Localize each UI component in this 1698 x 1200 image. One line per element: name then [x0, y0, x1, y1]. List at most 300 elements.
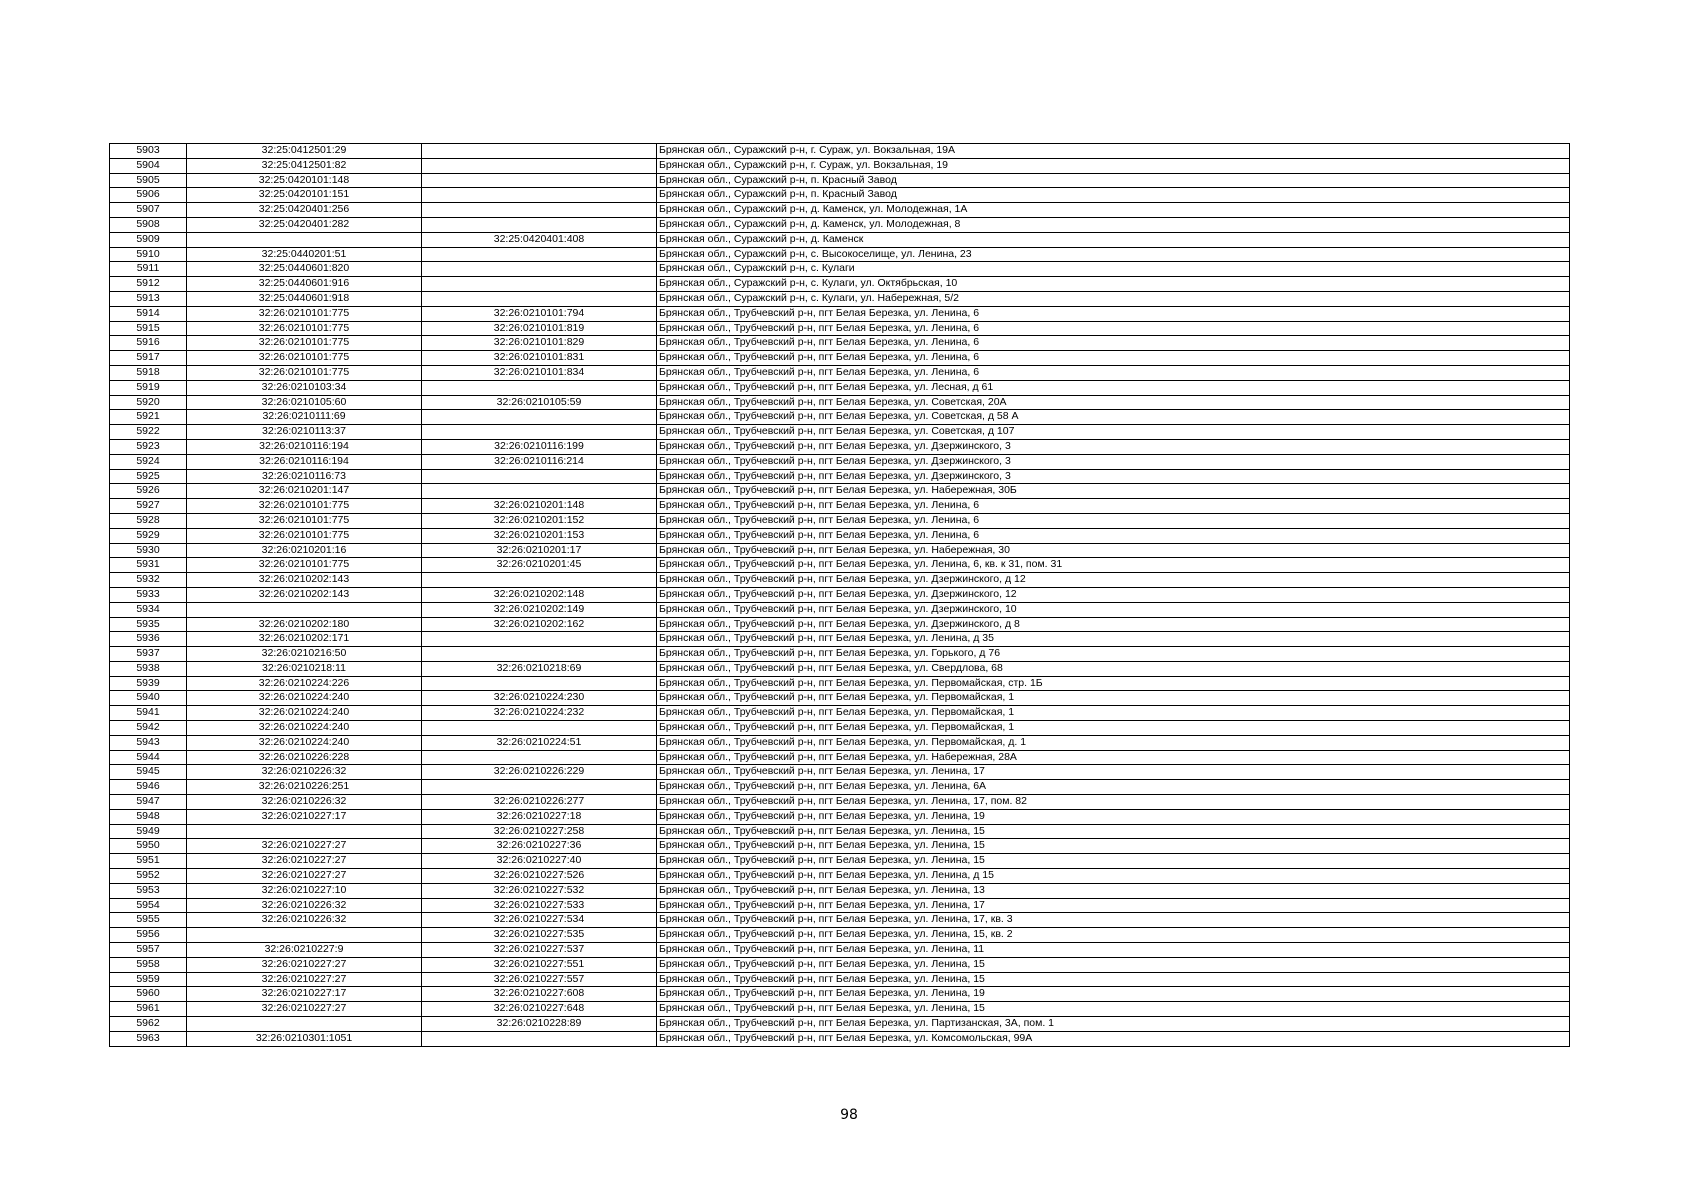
object-number-cell — [422, 247, 657, 262]
cadastral-number-cell: 32:26:0210226:32 — [187, 765, 422, 780]
object-number-cell: 32:26:0210228:89 — [422, 1017, 657, 1032]
table-row — [110, 750, 1570, 765]
row-number-cell: 5958 — [110, 957, 187, 972]
table-row — [110, 928, 1570, 943]
cadastral-number-cell: 32:26:0210224:240 — [187, 706, 422, 721]
cadastral-number-cell: 32:26:0210116:73 — [187, 469, 422, 484]
row-number-cell: 5948 — [110, 809, 187, 824]
table-row — [110, 647, 1570, 662]
address-cell: Брянская обл., Трубчевский р-н, пгт Белая Березка, ул. Ленина, 17, пом. 82 — [657, 795, 1570, 810]
object-number-cell — [422, 144, 657, 159]
cadastral-number-cell: 32:26:0210226:251 — [187, 780, 422, 795]
table-row — [110, 321, 1570, 336]
object-number-cell: 32:26:0210105:59 — [422, 395, 657, 410]
table-row — [110, 676, 1570, 691]
object-number-cell: 32:26:0210116:214 — [422, 454, 657, 469]
row-number-cell: 5953 — [110, 883, 187, 898]
cadastral-number-cell — [187, 824, 422, 839]
cadastral-number-cell: 32:26:0210101:775 — [187, 513, 422, 528]
table-row — [110, 824, 1570, 839]
row-number-cell: 5954 — [110, 898, 187, 913]
cadastral-number-cell: 32:26:0210227:9 — [187, 943, 422, 958]
address-cell: Брянская обл., Трубчевский р-н, пгт Белая Березка, ул. Ленина, 15 — [657, 1002, 1570, 1017]
table-row — [110, 898, 1570, 913]
table-row — [110, 854, 1570, 869]
cadastral-number-cell: 32:25:0412501:82 — [187, 158, 422, 173]
row-number-cell: 5929 — [110, 528, 187, 543]
row-number-cell: 5916 — [110, 336, 187, 351]
object-number-cell: 32:26:0210224:51 — [422, 735, 657, 750]
object-number-cell: 32:26:0210201:152 — [422, 513, 657, 528]
row-number-cell: 5926 — [110, 484, 187, 499]
row-number-cell: 5909 — [110, 232, 187, 247]
object-number-cell — [422, 410, 657, 425]
object-number-cell — [422, 262, 657, 277]
cadastral-number-cell: 32:25:0440201:51 — [187, 247, 422, 262]
address-cell: Брянская обл., Трубчевский р-н, пгт Белая Березка, ул. Набережная, 30 — [657, 543, 1570, 558]
address-cell: Брянская обл., Трубчевский р-н, пгт Белая Березка, ул. Ленина, 6 — [657, 321, 1570, 336]
row-number-cell: 5945 — [110, 765, 187, 780]
table-row — [110, 839, 1570, 854]
object-number-cell: 32:26:0210227:532 — [422, 883, 657, 898]
address-cell: Брянская обл., Трубчевский р-н, пгт Белая Березка, ул. Ленина, 15 — [657, 839, 1570, 854]
address-cell: Брянская обл., Трубчевский р-н, пгт Белая Березка, ул. Ленина, 6 — [657, 336, 1570, 351]
object-number-cell: 32:26:0210227:18 — [422, 809, 657, 824]
row-number-cell: 5911 — [110, 262, 187, 277]
object-number-cell — [422, 217, 657, 232]
row-number-cell: 5905 — [110, 173, 187, 188]
object-number-cell: 32:26:0210201:148 — [422, 499, 657, 514]
cadastral-number-cell: 32:26:0210226:32 — [187, 913, 422, 928]
object-number-cell: 32:26:0210227:648 — [422, 1002, 657, 1017]
cadastral-number-cell: 32:26:0210227:27 — [187, 972, 422, 987]
registry-table-body — [110, 144, 1570, 1047]
row-number-cell: 5947 — [110, 795, 187, 810]
address-cell: Брянская обл., Трубчевский р-н, пгт Белая Березка, ул. Ленина, д 15 — [657, 869, 1570, 884]
address-cell: Брянская обл., Трубчевский р-н, пгт Белая Березка, ул. Дзержинского, 3 — [657, 469, 1570, 484]
table-row — [110, 943, 1570, 958]
cadastral-number-cell: 32:25:0420101:148 — [187, 173, 422, 188]
row-number-cell: 5949 — [110, 824, 187, 839]
row-number-cell: 5941 — [110, 706, 187, 721]
row-number-cell: 5957 — [110, 943, 187, 958]
row-number-cell: 5950 — [110, 839, 187, 854]
cadastral-number-cell: 32:26:0210101:775 — [187, 558, 422, 573]
table-row — [110, 780, 1570, 795]
address-cell: Брянская обл., Трубчевский р-н, пгт Белая Березка, ул. Дзержинского, 3 — [657, 439, 1570, 454]
object-number-cell: 32:26:0210227:526 — [422, 869, 657, 884]
cadastral-number-cell: 32:26:0210101:775 — [187, 365, 422, 380]
address-cell: Брянская обл., Суражский р-н, с. Кулаги, ул. Набережная, 5/2 — [657, 291, 1570, 306]
cadastral-number-cell: 32:26:0210216:50 — [187, 647, 422, 662]
table-row — [110, 425, 1570, 440]
row-number-cell: 5915 — [110, 321, 187, 336]
object-number-cell: 32:26:0210101:829 — [422, 336, 657, 351]
row-number-cell: 5956 — [110, 928, 187, 943]
address-cell: Брянская обл., Трубчевский р-н, пгт Белая Березка, ул. Первомайская, 1 — [657, 721, 1570, 736]
table-row — [110, 795, 1570, 810]
cadastral-number-cell: 32:26:0210224:240 — [187, 691, 422, 706]
row-number-cell: 5912 — [110, 277, 187, 292]
table-row — [110, 277, 1570, 292]
cadastral-number-cell: 32:26:0210226:228 — [187, 750, 422, 765]
row-number-cell: 5917 — [110, 351, 187, 366]
table-row — [110, 499, 1570, 514]
address-cell: Брянская обл., Трубчевский р-н, пгт Белая Березка, ул. Ленина, д 35 — [657, 632, 1570, 647]
cadastral-number-cell: 32:26:0210113:37 — [187, 425, 422, 440]
cadastral-number-cell: 32:26:0210101:775 — [187, 351, 422, 366]
cadastral-number-cell — [187, 232, 422, 247]
address-cell: Брянская обл., Трубчевский р-н, пгт Белая Березка, ул. Ленина, 17, кв. 3 — [657, 913, 1570, 928]
address-cell: Брянская обл., Суражский р-н, п. Красный Завод — [657, 188, 1570, 203]
table-row — [110, 158, 1570, 173]
address-cell: Брянская обл., Трубчевский р-н, пгт Белая Березка, ул. Ленина, 19 — [657, 987, 1570, 1002]
address-cell: Брянская обл., Трубчевский р-н, пгт Белая Березка, ул. Первомайская, стр. 1Б — [657, 676, 1570, 691]
table-row — [110, 883, 1570, 898]
cadastral-number-cell: 32:26:0210101:775 — [187, 336, 422, 351]
table-row — [110, 262, 1570, 277]
table-row — [110, 528, 1570, 543]
table-row — [110, 735, 1570, 750]
address-cell: Брянская обл., Трубчевский р-н, пгт Белая Березка, ул. Лесная, д 61 — [657, 380, 1570, 395]
cadastral-number-cell: 32:26:0210111:69 — [187, 410, 422, 425]
row-number-cell: 5921 — [110, 410, 187, 425]
address-cell: Брянская обл., Суражский р-н, с. Высокоселище, ул. Ленина, 23 — [657, 247, 1570, 262]
table-row — [110, 173, 1570, 188]
object-number-cell: 32:26:0210227:551 — [422, 957, 657, 972]
address-cell: Брянская обл., Трубчевский р-н, пгт Белая Березка, ул. Ленина, 6 — [657, 351, 1570, 366]
cadastral-number-cell: 32:26:0210301:1051 — [187, 1031, 422, 1046]
address-cell: Брянская обл., Суражский р-н, п. Красный Завод — [657, 173, 1570, 188]
object-number-cell: 32:26:0210227:533 — [422, 898, 657, 913]
cadastral-number-cell: 32:26:0210101:775 — [187, 306, 422, 321]
object-number-cell: 32:26:0210227:258 — [422, 824, 657, 839]
address-cell: Брянская обл., Трубчевский р-н, пгт Белая Березка, ул. Набережная, 30Б — [657, 484, 1570, 499]
table-row — [110, 558, 1570, 573]
cadastral-number-cell: 32:26:0210224:240 — [187, 735, 422, 750]
row-number-cell: 5936 — [110, 632, 187, 647]
address-cell: Брянская обл., Трубчевский р-н, пгт Белая Березка, ул. Ленина, 17 — [657, 898, 1570, 913]
cadastral-number-cell: 32:26:0210105:60 — [187, 395, 422, 410]
cadastral-number-cell: 32:26:0210226:32 — [187, 795, 422, 810]
object-number-cell — [422, 425, 657, 440]
table-row — [110, 617, 1570, 632]
table-row — [110, 1002, 1570, 1017]
page-number: 98 — [840, 1107, 858, 1123]
row-number-cell: 5933 — [110, 587, 187, 602]
address-cell: Брянская обл., Трубчевский р-н, пгт Белая Березка, ул. Набережная, 28А — [657, 750, 1570, 765]
table-row — [110, 454, 1570, 469]
cadastral-number-cell: 32:26:0210101:775 — [187, 528, 422, 543]
object-number-cell — [422, 203, 657, 218]
cadastral-number-cell: 32:26:0210227:17 — [187, 809, 422, 824]
address-cell: Брянская обл., Суражский р-н, д. Каменск, ул. Молодежная, 1А — [657, 203, 1570, 218]
address-cell: Брянская обл., Трубчевский р-н, пгт Белая Березка, ул. Ленина, 13 — [657, 883, 1570, 898]
table-row — [110, 217, 1570, 232]
table-row — [110, 395, 1570, 410]
cadastral-number-cell: 32:25:0440601:916 — [187, 277, 422, 292]
address-cell: Брянская обл., Суражский р-н, г. Сураж, ул. Вокзальная, 19А — [657, 144, 1570, 159]
row-number-cell: 5944 — [110, 750, 187, 765]
table-row — [110, 291, 1570, 306]
cadastral-number-cell: 32:26:0210202:143 — [187, 573, 422, 588]
row-number-cell: 5961 — [110, 1002, 187, 1017]
row-number-cell: 5907 — [110, 203, 187, 218]
row-number-cell: 5943 — [110, 735, 187, 750]
cadastral-number-cell: 32:26:0210227:27 — [187, 869, 422, 884]
cadastral-number-cell: 32:25:0440601:820 — [187, 262, 422, 277]
object-number-cell: 32:26:0210201:17 — [422, 543, 657, 558]
object-number-cell: 32:26:0210226:277 — [422, 795, 657, 810]
row-number-cell: 5960 — [110, 987, 187, 1002]
object-number-cell — [422, 1031, 657, 1046]
object-number-cell — [422, 173, 657, 188]
object-number-cell: 32:26:0210224:230 — [422, 691, 657, 706]
row-number-cell: 5959 — [110, 972, 187, 987]
cadastral-number-cell: 32:25:0440601:918 — [187, 291, 422, 306]
object-number-cell — [422, 277, 657, 292]
cadastral-number-cell: 32:26:0210101:775 — [187, 499, 422, 514]
table-row — [110, 809, 1570, 824]
table-row — [110, 543, 1570, 558]
object-number-cell — [422, 573, 657, 588]
object-number-cell: 32:26:0210227:534 — [422, 913, 657, 928]
address-cell: Брянская обл., Трубчевский р-н, пгт Белая Березка, ул. Советская, д 107 — [657, 425, 1570, 440]
table-row — [110, 188, 1570, 203]
table-row — [110, 484, 1570, 499]
table-row — [110, 144, 1570, 159]
address-cell: Брянская обл., Трубчевский р-н, пгт Белая Березка, ул. Ленина, 19 — [657, 809, 1570, 824]
object-number-cell: 32:26:0210101:794 — [422, 306, 657, 321]
object-number-cell: 32:26:0210224:232 — [422, 706, 657, 721]
address-cell: Брянская обл., Трубчевский р-н, пгт Белая Березка, ул. Ленина, 6 — [657, 365, 1570, 380]
object-number-cell: 32:26:0210227:608 — [422, 987, 657, 1002]
address-cell: Брянская обл., Суражский р-н, г. Сураж, ул. Вокзальная, 19 — [657, 158, 1570, 173]
object-number-cell: 32:26:0210227:40 — [422, 854, 657, 869]
table-row — [110, 661, 1570, 676]
table-row — [110, 602, 1570, 617]
object-number-cell — [422, 188, 657, 203]
address-cell: Брянская обл., Трубчевский р-н, пгт Белая Березка, ул. Ленина, 11 — [657, 943, 1570, 958]
object-number-cell: 32:26:0210101:819 — [422, 321, 657, 336]
table-row — [110, 380, 1570, 395]
cadastral-number-cell: 32:26:0210201:147 — [187, 484, 422, 499]
row-number-cell: 5924 — [110, 454, 187, 469]
object-number-cell — [422, 158, 657, 173]
cadastral-number-cell: 32:26:0210116:194 — [187, 454, 422, 469]
table-row — [110, 706, 1570, 721]
object-number-cell — [422, 647, 657, 662]
row-number-cell: 5935 — [110, 617, 187, 632]
row-number-cell: 5925 — [110, 469, 187, 484]
table-row — [110, 306, 1570, 321]
row-number-cell: 5951 — [110, 854, 187, 869]
row-number-cell: 5938 — [110, 661, 187, 676]
object-number-cell: 32:26:0210101:834 — [422, 365, 657, 380]
address-cell: Брянская обл., Трубчевский р-н, пгт Белая Березка, ул. Первомайская, д. 1 — [657, 735, 1570, 750]
table-row — [110, 987, 1570, 1002]
table-row — [110, 957, 1570, 972]
address-cell: Брянская обл., Трубчевский р-н, пгт Белая Березка, ул. Первомайская, 1 — [657, 706, 1570, 721]
cadastral-number-cell: 32:25:0420401:256 — [187, 203, 422, 218]
cadastral-number-cell: 32:25:0420101:151 — [187, 188, 422, 203]
address-cell: Брянская обл., Трубчевский р-н, пгт Белая Березка, ул. Дзержинского, д 8 — [657, 617, 1570, 632]
object-number-cell — [422, 484, 657, 499]
cadastral-number-cell: 32:25:0420401:282 — [187, 217, 422, 232]
row-number-cell: 5937 — [110, 647, 187, 662]
row-number-cell: 5962 — [110, 1017, 187, 1032]
table-row — [110, 203, 1570, 218]
table-row — [110, 1017, 1570, 1032]
address-cell: Брянская обл., Суражский р-н, с. Кулаги, ул. Октябрьская, 10 — [657, 277, 1570, 292]
object-number-cell: 32:26:0210226:229 — [422, 765, 657, 780]
address-cell: Брянская обл., Трубчевский р-н, пгт Белая Березка, ул. Ленина, 15 — [657, 824, 1570, 839]
cadastral-number-cell: 32:26:0210226:32 — [187, 898, 422, 913]
object-number-cell — [422, 632, 657, 647]
cadastral-number-cell: 32:26:0210227:27 — [187, 854, 422, 869]
object-number-cell: 32:26:0210201:45 — [422, 558, 657, 573]
address-cell: Брянская обл., Трубчевский р-н, пгт Белая Березка, ул. Советская, 20А — [657, 395, 1570, 410]
cadastral-number-cell: 32:26:0210202:171 — [187, 632, 422, 647]
row-number-cell: 5920 — [110, 395, 187, 410]
address-cell: Брянская обл., Трубчевский р-н, пгт Белая Березка, ул. Ленина, 17 — [657, 765, 1570, 780]
address-cell: Брянская обл., Трубчевский р-н, пгт Белая Березка, ул. Партизанская, 3А, пом. 1 — [657, 1017, 1570, 1032]
table-row — [110, 691, 1570, 706]
table-row — [110, 913, 1570, 928]
cadastral-number-cell: 32:25:0412501:29 — [187, 144, 422, 159]
row-number-cell: 5904 — [110, 158, 187, 173]
cadastral-number-cell: 32:26:0210227:27 — [187, 839, 422, 854]
row-number-cell: 5913 — [110, 291, 187, 306]
cadastral-number-cell: 32:26:0210224:240 — [187, 721, 422, 736]
row-number-cell: 5930 — [110, 543, 187, 558]
cadastral-number-cell: 32:26:0210201:16 — [187, 543, 422, 558]
table-row — [110, 247, 1570, 262]
table-row — [110, 336, 1570, 351]
row-number-cell: 5934 — [110, 602, 187, 617]
address-cell: Брянская обл., Трубчевский р-н, пгт Белая Березка, ул. Первомайская, 1 — [657, 691, 1570, 706]
row-number-cell: 5923 — [110, 439, 187, 454]
object-number-cell: 32:26:0210116:199 — [422, 439, 657, 454]
row-number-cell: 5931 — [110, 558, 187, 573]
address-cell: Брянская обл., Трубчевский р-н, пгт Белая Березка, ул. Горького, д 76 — [657, 647, 1570, 662]
cadastral-number-cell — [187, 928, 422, 943]
object-number-cell: 32:26:0210101:831 — [422, 351, 657, 366]
object-number-cell — [422, 750, 657, 765]
object-number-cell — [422, 291, 657, 306]
table-row — [110, 410, 1570, 425]
cadastral-number-cell — [187, 602, 422, 617]
row-number-cell: 5952 — [110, 869, 187, 884]
object-number-cell — [422, 676, 657, 691]
object-number-cell: 32:26:0210227:557 — [422, 972, 657, 987]
object-number-cell: 32:26:0210201:153 — [422, 528, 657, 543]
address-cell: Брянская обл., Трубчевский р-н, пгт Белая Березка, ул. Советская, д 58 А — [657, 410, 1570, 425]
cadastral-number-cell: 32:26:0210224:226 — [187, 676, 422, 691]
row-number-cell: 5906 — [110, 188, 187, 203]
table-row — [110, 765, 1570, 780]
table-row — [110, 469, 1570, 484]
address-cell: Брянская обл., Суражский р-н, д. Каменск — [657, 232, 1570, 247]
cadastral-number-cell: 32:26:0210227:17 — [187, 987, 422, 1002]
row-number-cell: 5939 — [110, 676, 187, 691]
object-number-cell: 32:26:0210202:149 — [422, 602, 657, 617]
address-cell: Брянская обл., Трубчевский р-н, пгт Белая Березка, ул. Дзержинского, 10 — [657, 602, 1570, 617]
row-number-cell: 5942 — [110, 721, 187, 736]
cadastral-number-cell: 32:26:0210101:775 — [187, 321, 422, 336]
row-number-cell: 5928 — [110, 513, 187, 528]
cadastral-number-cell — [187, 1017, 422, 1032]
object-number-cell: 32:26:0210227:36 — [422, 839, 657, 854]
registry-table — [109, 143, 1570, 1047]
object-number-cell: 32:26:0210202:148 — [422, 587, 657, 602]
row-number-cell: 5908 — [110, 217, 187, 232]
address-cell: Брянская обл., Трубчевский р-н, пгт Белая Березка, ул. Дзержинского, 12 — [657, 587, 1570, 602]
object-number-cell — [422, 380, 657, 395]
address-cell: Брянская обл., Трубчевский р-н, пгт Белая Березка, ул. Ленина, 6 — [657, 499, 1570, 514]
address-cell: Брянская обл., Трубчевский р-н, пгт Белая Березка, ул. Дзержинского, 3 — [657, 454, 1570, 469]
table-row — [110, 587, 1570, 602]
address-cell: Брянская обл., Трубчевский р-н, пгт Белая Березка, ул. Свердлова, 68 — [657, 661, 1570, 676]
object-number-cell: 32:26:0210202:162 — [422, 617, 657, 632]
object-number-cell — [422, 780, 657, 795]
address-cell: Брянская обл., Трубчевский р-н, пгт Белая Березка, ул. Ленина, 6 — [657, 513, 1570, 528]
table-row — [110, 1031, 1570, 1046]
cadastral-number-cell: 32:26:0210218:11 — [187, 661, 422, 676]
cadastral-number-cell: 32:26:0210202:143 — [187, 587, 422, 602]
object-number-cell: 32:26:0210218:69 — [422, 661, 657, 676]
row-number-cell: 5910 — [110, 247, 187, 262]
object-number-cell — [422, 469, 657, 484]
cadastral-number-cell: 32:26:0210227:27 — [187, 1002, 422, 1017]
address-cell: Брянская обл., Трубчевский р-н, пгт Белая Березка, ул. Ленина, 15 — [657, 854, 1570, 869]
row-number-cell: 5922 — [110, 425, 187, 440]
table-row — [110, 632, 1570, 647]
row-number-cell: 5963 — [110, 1031, 187, 1046]
table-row — [110, 513, 1570, 528]
address-cell: Брянская обл., Трубчевский р-н, пгт Белая Березка, ул. Ленина, 6 — [657, 306, 1570, 321]
address-cell: Брянская обл., Трубчевский р-н, пгт Белая Березка, ул. Ленина, 15 — [657, 957, 1570, 972]
row-number-cell: 5919 — [110, 380, 187, 395]
object-number-cell: 32:26:0210227:535 — [422, 928, 657, 943]
object-number-cell: 32:25:0420401:408 — [422, 232, 657, 247]
address-cell: Брянская обл., Трубчевский р-н, пгт Белая Березка, ул. Дзержинского, д 12 — [657, 573, 1570, 588]
row-number-cell: 5903 — [110, 144, 187, 159]
cadastral-number-cell: 32:26:0210202:180 — [187, 617, 422, 632]
table-row — [110, 869, 1570, 884]
row-number-cell: 5940 — [110, 691, 187, 706]
address-cell: Брянская обл., Трубчевский р-н, пгт Белая Березка, ул. Ленина, 6 — [657, 528, 1570, 543]
row-number-cell: 5914 — [110, 306, 187, 321]
object-number-cell — [422, 721, 657, 736]
address-cell: Брянская обл., Трубчевский р-н, пгт Белая Березка, ул. Ленина, 15, кв. 2 — [657, 928, 1570, 943]
row-number-cell: 5955 — [110, 913, 187, 928]
table-row — [110, 232, 1570, 247]
table-row — [110, 972, 1570, 987]
object-number-cell: 32:26:0210227:537 — [422, 943, 657, 958]
cadastral-number-cell: 32:26:0210227:10 — [187, 883, 422, 898]
table-row — [110, 365, 1570, 380]
row-number-cell: 5927 — [110, 499, 187, 514]
table-row — [110, 721, 1570, 736]
table-row — [110, 573, 1570, 588]
address-cell: Брянская обл., Трубчевский р-н, пгт Белая Березка, ул. Ленина, 6, кв. к 31, пом. 31 — [657, 558, 1570, 573]
cadastral-number-cell: 32:26:0210227:27 — [187, 957, 422, 972]
address-cell: Брянская обл., Суражский р-н, д. Каменск, ул. Молодежная, 8 — [657, 217, 1570, 232]
address-cell: Брянская обл., Трубчевский р-н, пгт Белая Березка, ул. Ленина, 15 — [657, 972, 1570, 987]
table-row — [110, 439, 1570, 454]
address-cell: Брянская обл., Трубчевский р-н, пгт Белая Березка, ул. Комсомольская, 99А — [657, 1031, 1570, 1046]
